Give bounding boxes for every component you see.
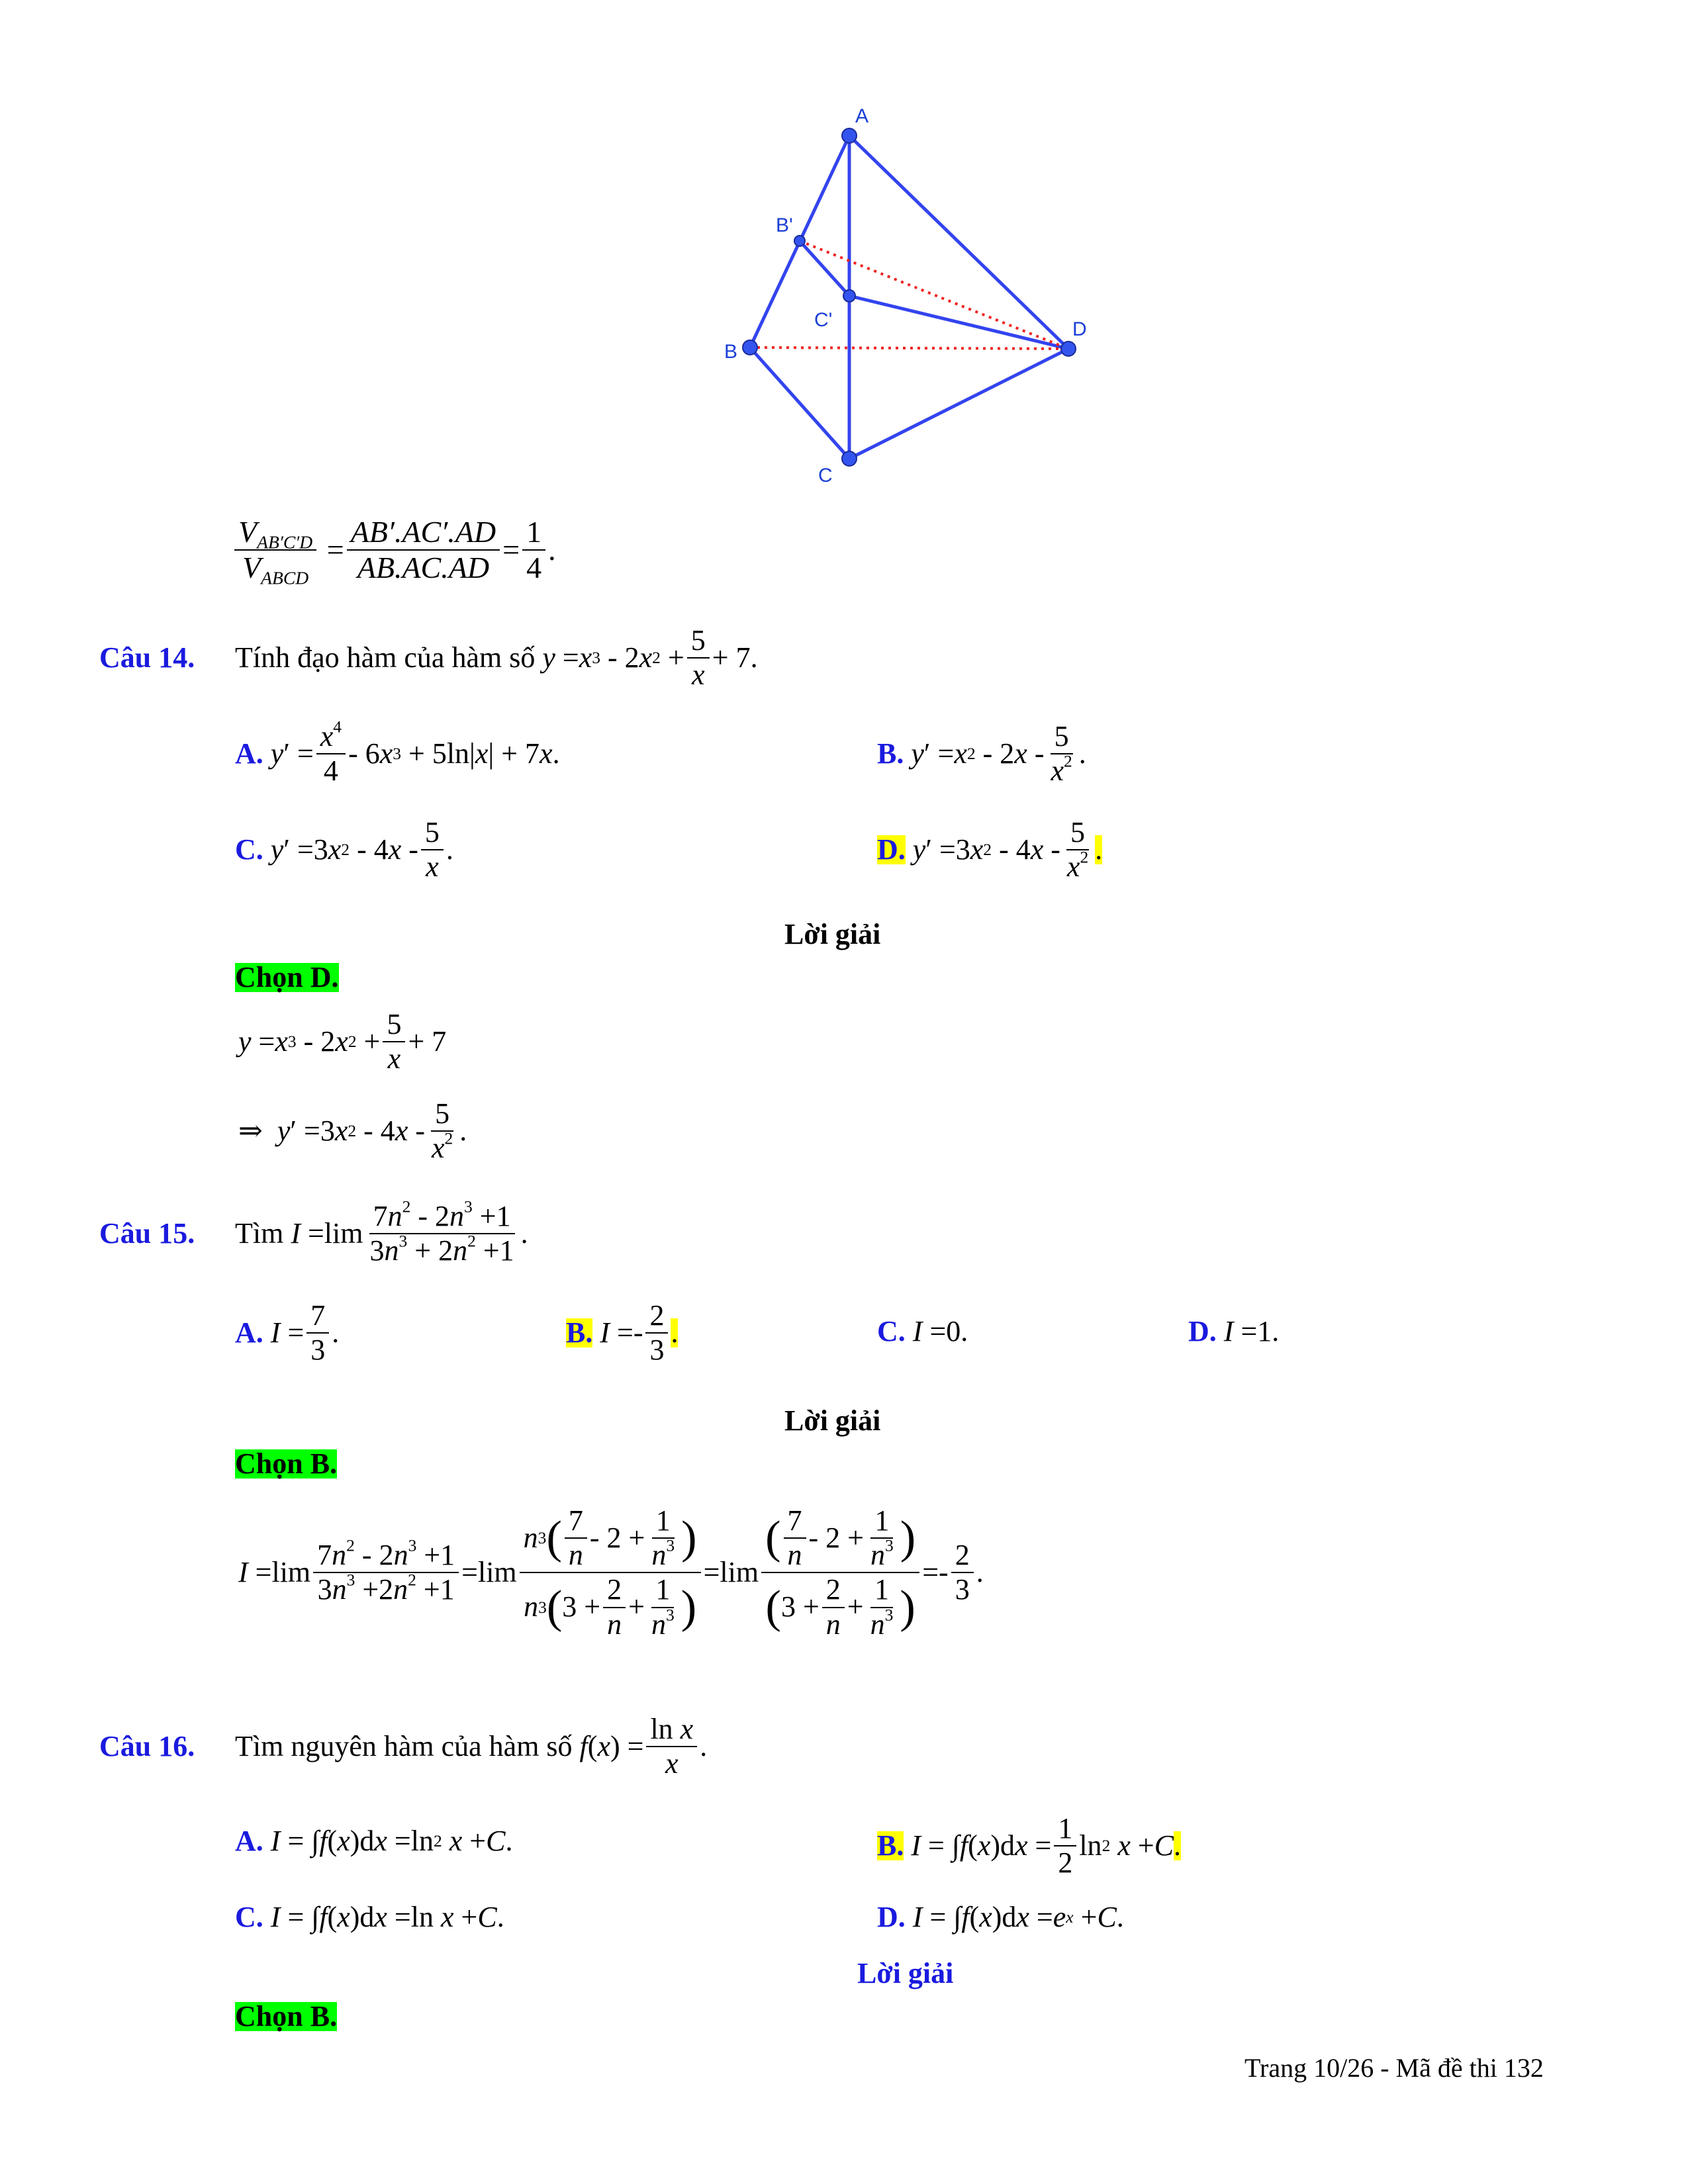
q14-solution-title: Lời giải (784, 918, 881, 950)
q14-option-d[interactable]: D. y ′ =3 x 2 - 4 x - $\frac{5}{x^2}$ . (877, 816, 1103, 884)
q14-solution-line2: ⇒ y ′ =3 x 2 - 4 x - $\frac{5}{x^2}$ . (238, 1097, 467, 1165)
label-b: B (724, 341, 738, 363)
q15-option-a[interactable]: A. I = $\frac{7}{3}$ . (235, 1299, 340, 1367)
q16-option-a[interactable]: A. I = ∫ f ( x )d x =ln 2 x + C . (235, 1825, 513, 1857)
q14-prompt: Câu 14. Tính đạo hàm của hàm số y = x 3 - 2 x 2 + $\frac{5}{x}$ + 7. (99, 624, 758, 692)
point-b-prime (794, 236, 805, 246)
point-c-prime (843, 290, 855, 302)
q15-choice: Chọn B. (235, 1447, 338, 1480)
q16-text: Tìm nguyên hàm của hàm số (235, 1730, 573, 1763)
label-b-prime: B' (776, 214, 793, 236)
q14-text: Tính đạo hàm của hàm số (235, 641, 536, 674)
q14-option-b[interactable]: B. y ′ = x 2 - 2 x - $\frac{5}{x^2}$ . (877, 720, 1086, 788)
label-c: C (818, 465, 833, 483)
q14-option-c[interactable]: C. y ′ =3 x 2 - 4 x - $\frac{5}{x}$ . (235, 816, 453, 884)
volume-ratio-formula: $\frac{V_{AB'C'D}}{V_{ABCD}}$ = $\frac{AB'.AC'.AD}{AB.AC.AD}$ = $\frac{1}{4}$ . (232, 516, 556, 584)
q16-prompt: Câu 16. Tìm nguyên hàm của hàm số f ( x ) = $\frac{\text{ln x}}{x}$ . (99, 1713, 708, 1780)
q15-prompt: Câu 15. Tìm I =lim $\frac{7n^2 - 2n^3 +1}{3n^3 + 2n^2 +1}$ . (99, 1197, 528, 1267)
point-a (842, 128, 857, 143)
point-c (842, 451, 857, 466)
q16-option-b[interactable]: B. I = ∫ f ( x )d x = $\frac{1}{2}$ ln 2 x + C . (877, 1812, 1182, 1880)
q15-option-d[interactable]: D. I =1. (1188, 1315, 1280, 1347)
q16-solution-title: Lời giải (857, 1957, 954, 1989)
label-d: D (1072, 318, 1087, 340)
label-a: A (855, 105, 869, 127)
q15-label: Câu 15. (99, 1217, 195, 1250)
point-d (1061, 341, 1076, 356)
q15-solution-title: Lời giải (784, 1404, 881, 1437)
q16-label: Câu 16. (99, 1730, 195, 1763)
q14-choice: Chọn D. (235, 961, 339, 993)
q14-label: Câu 14. (99, 641, 195, 674)
q15-solution-line: I =lim $\frac{7n^2 - 2n^3 +1}{3n^3 +2n^2 +1}$ =lim n 3 ( $\frac{7}{n}$ - 2 + $\frac{1}{n^3}$ ) n 3 ( 3 + $\frac{2}{n}$ + $\frac{1}{n^3}$ ) =lim ( $\frac{7}{n}$ - 2 + $\frac{1}{n^3}$ ) ( 3 + $\frac{2}{n}$ + $\frac{1}{n^3}$ ) =- $\frac{2}{3}$ . (238, 1504, 984, 1641)
page-footer: Trang 10/26 - Mã đề thi 132 (1244, 2053, 1544, 2083)
point-b (743, 340, 757, 355)
q15-option-b[interactable]: B. I =- $\frac{2}{3}$ . (566, 1299, 679, 1367)
q15-option-c[interactable]: C. I =0. (877, 1315, 968, 1347)
q16-option-d[interactable]: D. I = ∫ f ( x )d x = e x + C . (877, 1901, 1124, 1933)
q16-choice: Chọn B. (235, 2000, 338, 2032)
q14-solution-line1: y = x 3 - 2 x 2 + $\frac{5}{x}$ + 7 (238, 1008, 447, 1075)
q15-text: Tìm (235, 1217, 284, 1250)
label-c-prime: C' (814, 309, 833, 331)
q14-option-a[interactable]: A. y ′ = $\frac{x^4}{4}$ - 6 x 3 + 5ln| x | + 7 x . (235, 717, 560, 788)
tetrahedron-figure (695, 99, 1158, 483)
q16-option-c[interactable]: C. I = ∫ f ( x )d x =ln x + C . (235, 1901, 504, 1933)
